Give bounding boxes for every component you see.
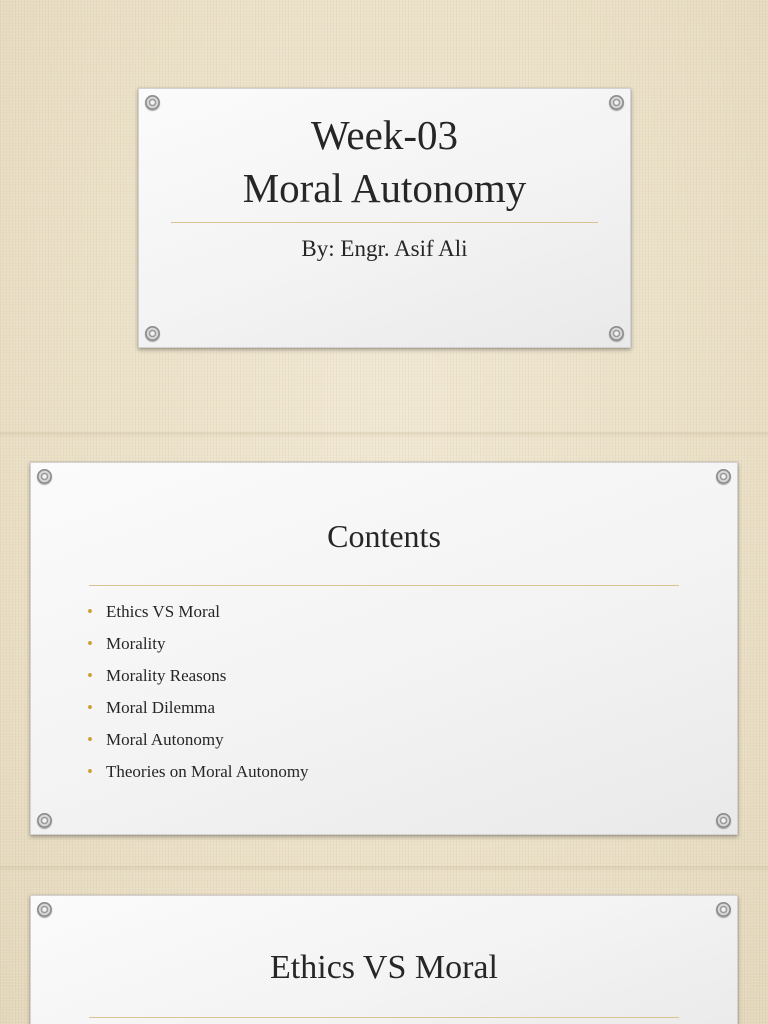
grommet-icon [37, 902, 52, 917]
grommet-icon [609, 95, 624, 110]
title-line-topic: Moral Autonomy [242, 165, 527, 211]
contents-slide[interactable] [30, 462, 738, 835]
ethics-vs-moral-slide[interactable] [30, 895, 738, 1024]
contents-list [87, 596, 309, 788]
list-item-label: Moral Dilemma [106, 698, 216, 717]
list-item-label: Morality [106, 634, 166, 653]
grommet-icon [716, 469, 731, 484]
author-subtitle: By: Engr. Asif Ali [301, 236, 468, 261]
grommet-icon [716, 902, 731, 917]
bullet-icon: • [87, 602, 93, 621]
slide-title [139, 109, 630, 215]
list-item [87, 596, 309, 628]
list-item-label: Theories on Moral Autonomy [106, 762, 309, 781]
title-slide[interactable] [138, 88, 631, 348]
bullet-icon: • [87, 698, 93, 717]
grommet-icon [145, 95, 160, 110]
ethics-heading: Ethics VS Moral [270, 949, 498, 986]
title-line-week: Week-03 [311, 112, 458, 158]
list-item [87, 660, 309, 692]
slide-gap-shadow [0, 866, 768, 872]
list-item [87, 756, 309, 788]
grommet-icon [609, 326, 624, 341]
slide-gap-shadow [0, 432, 768, 438]
divider-rule [89, 1017, 679, 1018]
list-item-label: Morality Reasons [106, 666, 227, 685]
list-item-label: Ethics VS Moral [106, 602, 220, 621]
grommet-icon [37, 813, 52, 828]
contents-heading: Contents [327, 518, 441, 554]
grommet-icon [37, 469, 52, 484]
divider-rule [171, 222, 598, 223]
divider-rule [89, 585, 679, 586]
bullet-icon: • [87, 730, 93, 749]
bullet-icon: • [87, 762, 93, 781]
bullet-icon: • [87, 666, 93, 685]
list-item-label: Moral Autonomy [106, 730, 224, 749]
grommet-icon [716, 813, 731, 828]
list-item [87, 628, 309, 660]
bullet-icon: • [87, 634, 93, 653]
grommet-icon [145, 326, 160, 341]
list-item [87, 692, 309, 724]
list-item [87, 724, 309, 756]
